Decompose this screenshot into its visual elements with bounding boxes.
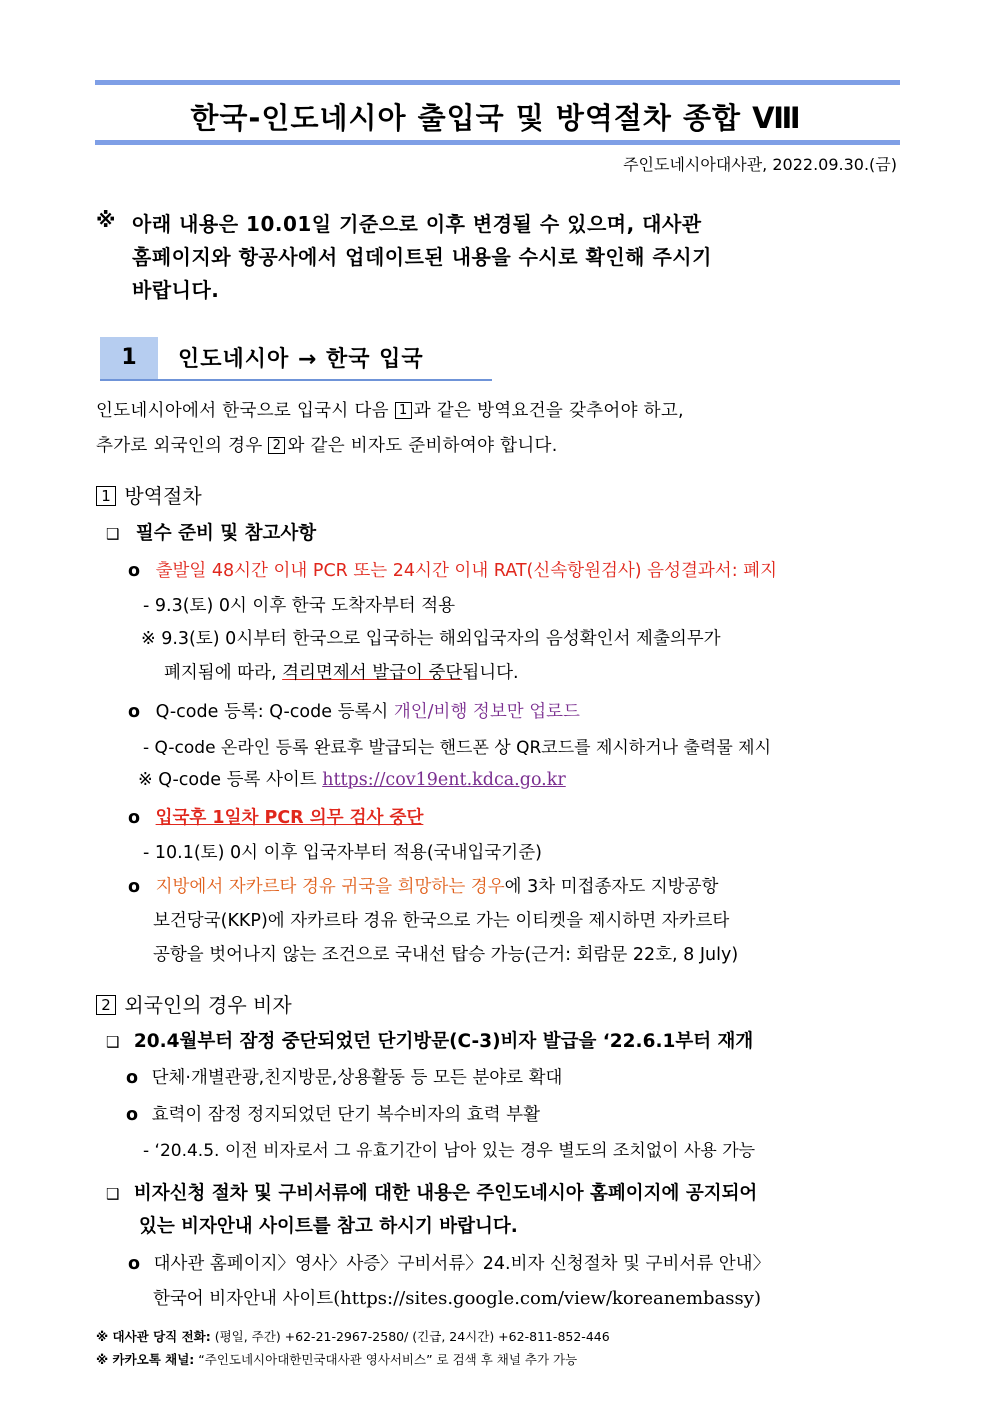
bullet-text: 입국후 1일차 PCR 의무 검사 중단 [155, 808, 424, 828]
note-highlight: 격리면제서 발급이 중단 [282, 663, 463, 683]
box-number-1: 1 [395, 402, 412, 419]
section-number: 1 [121, 345, 137, 370]
note-text: 폐지됨에 따라, [164, 663, 283, 683]
part2-heading [96, 989, 292, 1018]
bullet-validity [126, 1101, 540, 1126]
part1-heading [96, 480, 202, 509]
subhead-text: 필수 준비 및 참고사항 [135, 523, 317, 544]
notice-line-2: 홈페이지와 항공사에서 업데이트된 내용을 수시로 확인해 주시기 [132, 245, 712, 269]
title-rule-bottom [95, 140, 900, 145]
bullet-text: 대사관 홈페이지〉영사〉사증〉구비서류〉24.비자 신청절차 및 구비서류 안내〉 [153, 1254, 771, 1274]
intro-text: 와 같은 비자도 준비하여야 합니다. [287, 436, 558, 456]
box-number-2: 2 [268, 437, 285, 454]
note-line-2 [164, 659, 519, 684]
note-text: 됩니다. [462, 663, 519, 683]
title-rule-top [95, 80, 900, 85]
intro-line-1 [96, 397, 684, 422]
circle-bullet-icon: o [128, 561, 141, 581]
footer-text: (평일, 주간) +62-21-2967-2580/ (긴급, 24시간) +62-811-852-446 [210, 1329, 610, 1344]
part1-box: 1 [96, 486, 116, 506]
note-text: ※ Q-code 등록 사이트 [138, 770, 323, 790]
bullet-text: 출발일 48시간 이내 PCR 또는 24시간 이내 RAT(신속항원검사) 음성결과서: 폐지 [155, 561, 777, 581]
part2-title: 외국인의 경우 비자 [124, 993, 292, 1017]
subhead-text: 20.4월부터 잠정 중단되었던 단기방문(C-3)비자 발급을 ‘22.6.1부터 재개 [133, 1031, 754, 1052]
bullet-pcr-day1 [128, 804, 423, 829]
footer-label: ※ 카카오톡 채널: [96, 1352, 195, 1367]
bullet-text: 단체·개별관광,친지방문,상용활동 등 모든 분야로 확대 [151, 1068, 563, 1088]
detail-line: - Q-code 온라인 등록 완료후 발급되는 핸드폰 상 QR코드를 제시하거나 출력물 제시 [143, 738, 771, 758]
bullet-transit-line-2: 보건당국(KKP)에 자카르타 경유 한국으로 가는 이티켓을 제시하면 자카르타 [153, 911, 730, 931]
square-bullet-icon: ❑ [106, 525, 120, 543]
dateline: 주인도네시아대사관, 2022.09.30.(금) [623, 155, 897, 174]
bullet-visa-path-line-2 [153, 1285, 761, 1310]
bullet-text: Q-code 등록: Q-code 등록시 [155, 702, 394, 722]
square-bullet-icon: ❑ [106, 1185, 120, 1203]
section-underline [100, 379, 492, 381]
section-title: 인도네시아 → 한국 입국 [178, 347, 424, 372]
bullet-transit [128, 873, 718, 898]
detail-line: - 9.3(토) 0시 이후 한국 도착자부터 적용 [143, 596, 456, 616]
footer-text: “주인도네시아대한민국대사관 영사서비스” 로 검색 후 채널 추가 가능 [194, 1352, 578, 1367]
bullet-highlight: 개인/비행 정보만 업로드 [393, 702, 580, 722]
bullet-pcr [128, 557, 777, 582]
notice-line-1: 아래 내용은 10.01일 기준으로 이후 변경될 수 있으며, 대사관 [132, 212, 702, 236]
intro-text: 인도네시아에서 한국으로 입국시 다음 [96, 401, 395, 421]
page-title: 한국-인도네시아 출입국 및 방역절차 종합 Ⅷ [190, 101, 802, 135]
notice-line-3: 바랍니다. [132, 278, 220, 302]
visa-site-link[interactable]: (https://sites.google.com/view/koreanembassy) [333, 1288, 761, 1309]
footer-phone [96, 1327, 610, 1345]
note-line [138, 766, 566, 791]
circle-bullet-icon: o [126, 1068, 139, 1088]
bullet-visa-path [128, 1250, 770, 1275]
detail-line: - ‘20.4.5. 이전 비자로서 그 유효기간이 남아 있는 경우 별도의 조치없이 사용 가능 [143, 1141, 756, 1161]
notice-mark: ※ [96, 208, 116, 232]
intro-line-2 [96, 432, 558, 457]
footer-label: ※ 대사관 당직 전화: [96, 1329, 211, 1344]
bullet-text: 에 3차 미접종자도 지방공항 [504, 877, 719, 897]
circle-bullet-icon: o [128, 877, 141, 897]
bullet-qcode [128, 698, 580, 723]
note-line: ※ 9.3(토) 0시부터 한국으로 입국하는 해외입국자의 음성확인서 제출의무가 [141, 629, 721, 649]
detail-line: - 10.1(토) 0시 이후 입국자부터 적용(국내입국기준) [143, 843, 542, 863]
square-bullet-icon: ❑ [106, 1033, 120, 1051]
part2-subhead-2-line-2: 있는 비자안내 사이트를 참고 하시기 바랍니다. [139, 1216, 518, 1237]
part1-title: 방역절차 [124, 484, 202, 508]
footer-kakao [96, 1350, 577, 1368]
circle-bullet-icon: o [128, 1254, 141, 1274]
circle-bullet-icon: o [128, 808, 141, 828]
bullet-highlight: 지방에서 자카르타 경유 귀국을 희망하는 경우 [155, 877, 505, 897]
bullet-scope [126, 1064, 562, 1089]
bullet-text: 한국어 비자안내 사이트 [153, 1289, 334, 1309]
subhead-text: 비자신청 절차 및 구비서류에 대한 내용은 주인도네시아 홈페이지에 공지되어 [133, 1183, 758, 1204]
part1-subhead [106, 519, 316, 545]
bullet-transit-line-3: 공항을 벗어나지 않는 조건으로 국내선 탑승 가능(근거: 회람문 22호, 8 July) [153, 945, 739, 965]
part2-subhead-1 [106, 1027, 753, 1053]
qcode-link[interactable]: https://cov19ent.kdca.go.kr [322, 770, 566, 790]
part2-subhead-2 [106, 1179, 757, 1205]
part2-box: 2 [96, 995, 116, 1015]
circle-bullet-icon: o [126, 1105, 139, 1125]
circle-bullet-icon: o [128, 702, 141, 722]
intro-text: 추가로 외국인의 경우 [96, 436, 269, 456]
bullet-text: 효력이 잠정 정지되었던 단기 복수비자의 효력 부활 [151, 1105, 540, 1125]
intro-text: 과 같은 방역요건을 갖추어야 하고, [413, 401, 684, 421]
